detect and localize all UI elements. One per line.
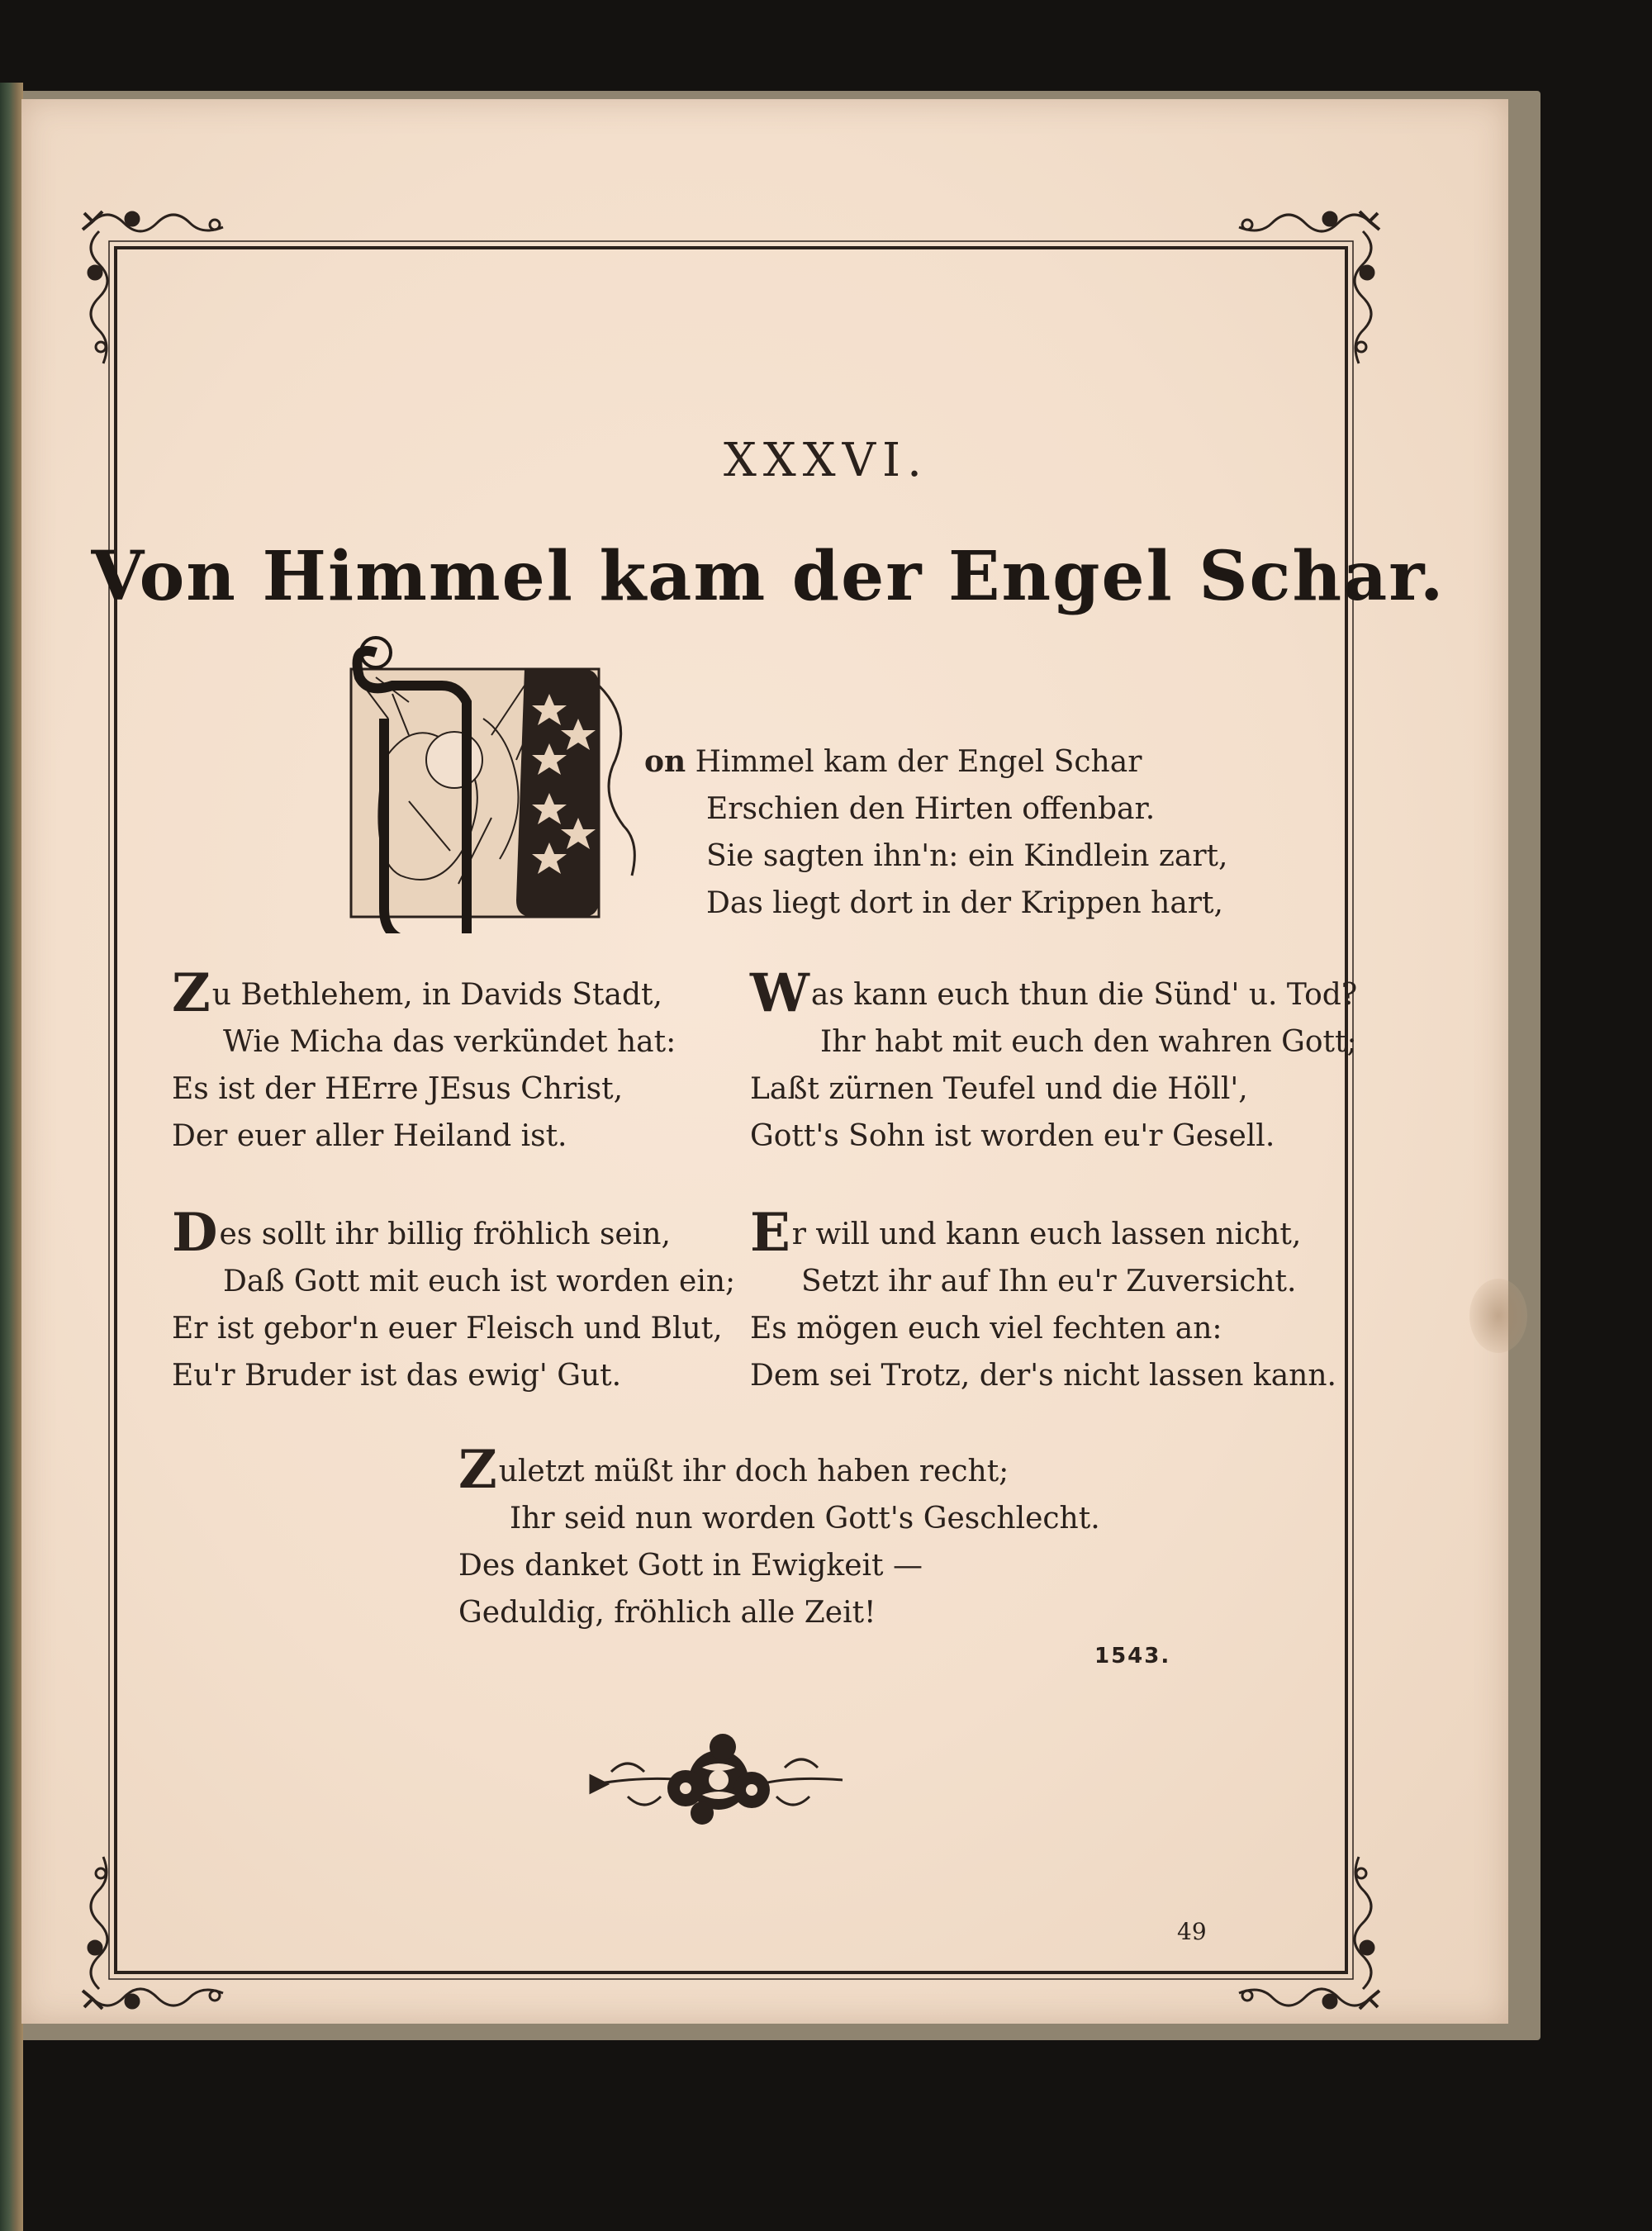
stanza-5 [750, 1202, 1336, 1399]
stanza-line [750, 1202, 1336, 1264]
stanza-line: Es ist der HErre JEsus Christ, [172, 1072, 624, 1106]
corner-ornament-top-right [1239, 211, 1379, 363]
corner-ornament-bottom-left [83, 1857, 223, 2009]
stanza-3 [750, 962, 1358, 1160]
stanza-line: Sie sagten ihn'n: ein Kindlein zart, [706, 839, 1228, 873]
stanza-line-text: es sollt ihr billig fröhlich sein, [219, 1218, 671, 1251]
stanza-line-text: u Bethlehem, in Davids Stadt, [211, 978, 662, 1012]
page-title: Von Himmel kam der Engel Schar. [91, 537, 1446, 616]
drop-cap: D [172, 1202, 218, 1264]
stanza-line: Er ist gebor'n euer Fleisch und Blut, [172, 1312, 723, 1346]
stanza-line: Ihr seid nun worden Gott's Geschlecht. [510, 1502, 1100, 1536]
stanza-line: Wie Micha das verkündet hat: [223, 1025, 676, 1059]
stanza-4 [172, 1202, 736, 1399]
stanza-line: Das liegt dort in der Krippen hart, [706, 886, 1223, 920]
drop-cap: Z [458, 1439, 497, 1501]
stanza-line: Geduldig, fröhlich alle Zeit! [458, 1596, 876, 1630]
stanza-line: Der euer aller Heiland ist. [172, 1119, 567, 1153]
stanza-line [172, 962, 676, 1024]
drop-cap: E [750, 1202, 790, 1264]
floral-vignette [578, 1722, 859, 1830]
stanza-line: Dem sei Trotz, der's nicht lassen kann. [750, 1359, 1336, 1393]
stanza-1 [644, 738, 1227, 927]
stanza-line: Gott's Sohn ist worden eu'r Gesell. [750, 1119, 1275, 1153]
stanza-line-text: uletzt müßt ihr doch haben recht; [498, 1455, 1009, 1488]
stanza-6 [458, 1439, 1100, 1636]
chapter-numeral: XXXVI. [724, 434, 928, 487]
stanza-line: Erschien den Hirten offenbar. [706, 792, 1156, 826]
stanza-1-lead: on [644, 744, 686, 779]
stanza-line: Es mögen euch viel fechten an: [750, 1312, 1222, 1346]
stanza-line [750, 962, 1358, 1024]
page-number: 49 [1177, 1918, 1207, 1945]
year-label: 1543. [1094, 1644, 1171, 1669]
stanza-line: Des danket Gott in Ewigkeit — [458, 1549, 923, 1583]
stanza-line: Ihr habt mit euch den wahren Gott; [820, 1025, 1357, 1059]
stanza-2 [172, 962, 676, 1160]
stanza-line [644, 738, 1227, 786]
stanza-line: Laßt zürnen Teufel und die Höll', [750, 1072, 1248, 1106]
drop-cap: Z [172, 962, 211, 1024]
stanza-line: Eu'r Bruder ist das ewig' Gut. [172, 1359, 622, 1393]
stanza-line [172, 1202, 735, 1264]
stanza-line: Setzt ihr auf Ihn eu'r Zuversicht. [801, 1265, 1297, 1298]
stanza-line [458, 1439, 1100, 1501]
stanza-line-text: as kann euch thun die Sünd' u. Tod? [810, 978, 1358, 1012]
illuminated-initial [326, 636, 648, 933]
stanza-line-text: Himmel kam der Engel Schar [695, 745, 1142, 779]
corner-ornament-bottom-right [1239, 1857, 1379, 2009]
drop-cap: W [750, 962, 809, 1024]
corner-ornament-top-left [83, 211, 223, 363]
stanza-line-text: r will und kann euch lassen nicht, [791, 1218, 1302, 1251]
stanza-line: Daß Gott mit euch ist worden ein; [223, 1265, 736, 1298]
